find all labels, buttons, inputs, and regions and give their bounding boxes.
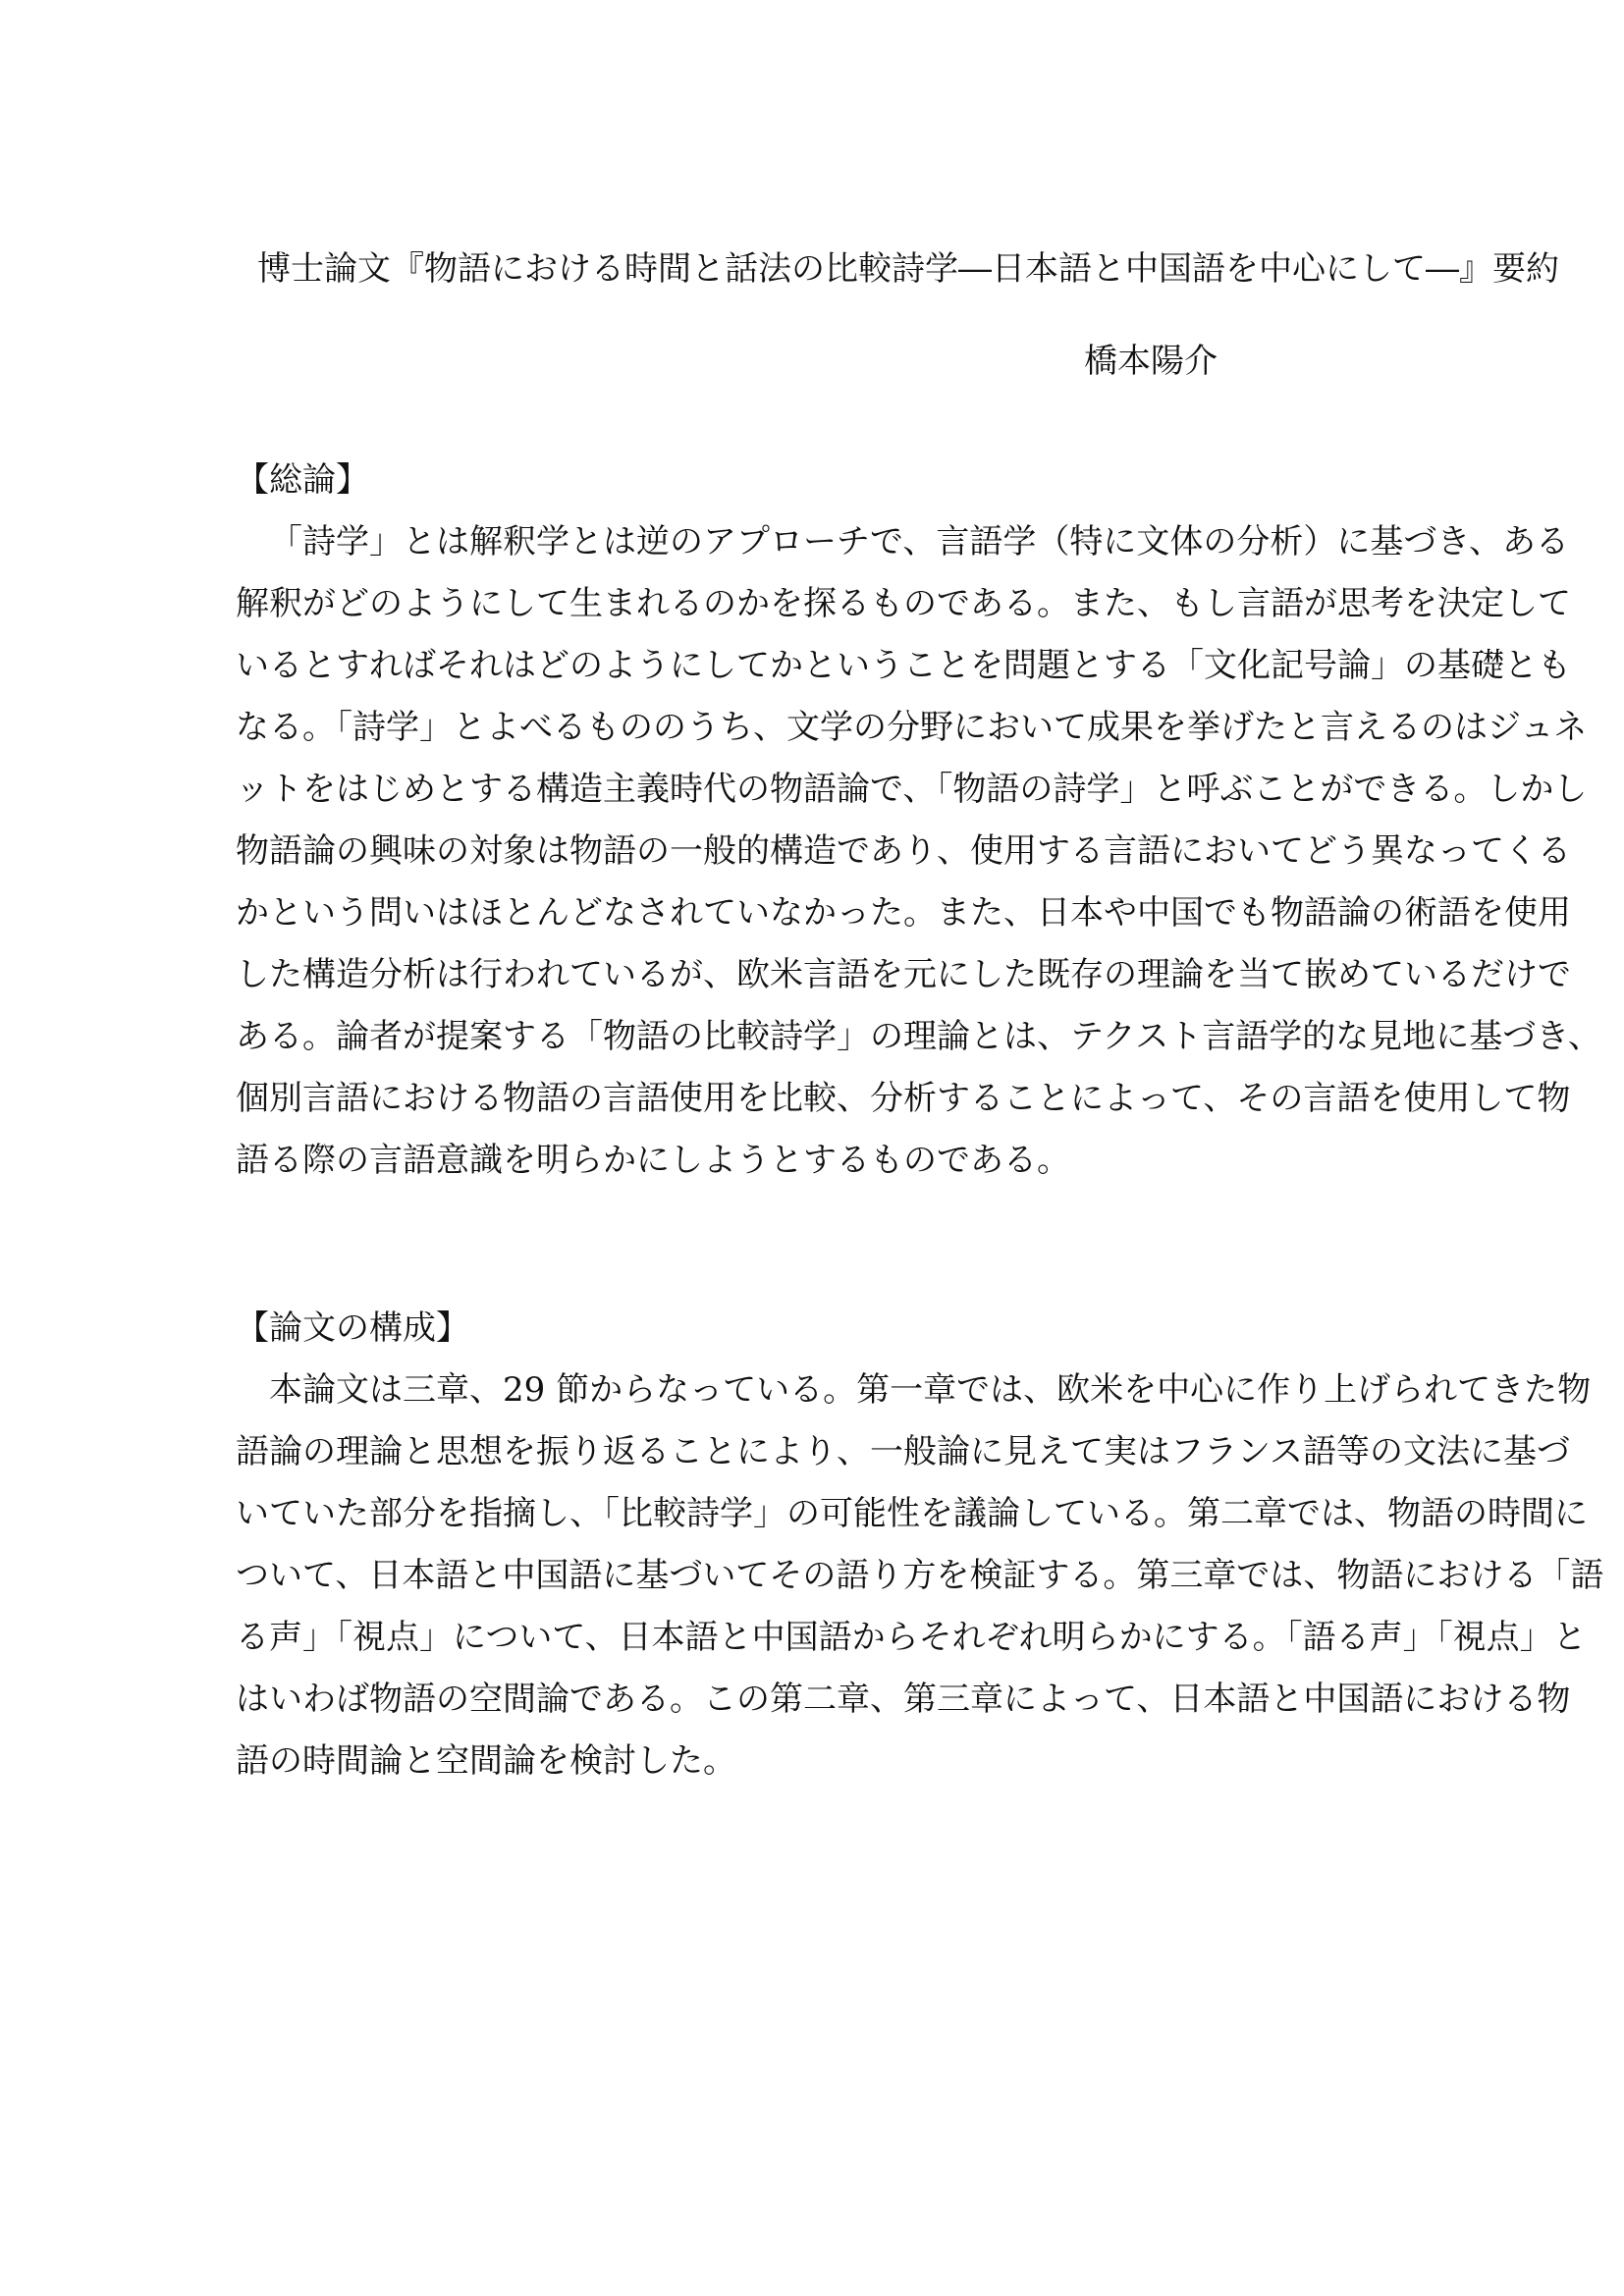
paragraph-line: いていた部分を指摘し、「比較詩学」の可能性を議論している。第二章では、物語の時間に <box>236 1494 1588 1533</box>
paragraph-line: ある。論者が提案する「物語の比較詩学」の理論とは、テクスト言語学的な見地に基づき、 <box>236 1017 1601 1056</box>
section-paragraph-overview <box>236 511 1601 1192</box>
paragraph-line: 語論の理論と思想を振り返ることにより、一般論に見えて実はフランス語等の文法に基づ <box>236 1432 1570 1471</box>
paragraph-line: かという問いはほとんどなされていなかった。また、日本や中国でも物語論の術語を使用 <box>236 893 1571 933</box>
document-title: 博士論文『物語における時間と話法の比較詩学―日本語と中国語を中心にして―』要約 <box>257 249 1559 289</box>
paragraph-line: 個別言語における物語の言語使用を比較、分析することによって、その言語を使用して物 <box>236 1079 1571 1118</box>
section-heading-structure: 【論文の構成】 <box>236 1308 469 1348</box>
section-heading-overview: 【総論】 <box>236 460 369 500</box>
paragraph-line: 本論文は三章、29 節からなっている。第一章では、欧米を中心に作り上げられてきた物 <box>269 1370 1592 1410</box>
section-paragraph-structure <box>236 1360 1604 1792</box>
paragraph-line: ついて、日本語と中国語に基づいてその語り方を検証する。第三章では、物語における「語 <box>236 1556 1604 1595</box>
paragraph-line: 語の時間論と空間論を検討した。 <box>236 1741 736 1781</box>
author-name: 橋本陽介 <box>1084 342 1218 381</box>
paragraph-line: ットをはじめとする構造主義時代の物語論で、「物語の詩学」と呼ぶことができる。しかし <box>236 770 1588 809</box>
paragraph-line: 解釈がどのようにして生まれるのかを探るものである。また、もし言語が思考を決定して <box>236 584 1571 623</box>
paragraph-line: る声」「視点」について、日本語と中国語からそれぞれ明らかにする。「語る声」「視点」と <box>236 1618 1587 1657</box>
paragraph-line: 「詩学」とは解釈学とは逆のアプローチで、言語学（特に文体の分析）に基づき、ある <box>269 522 1569 561</box>
paragraph-line: した構造分析は行われているが、欧米言語を元にした既存の理論を当て嵌めているだけで <box>236 955 1571 994</box>
paragraph-line: なる。「詩学」とよべるもののうち、文学の分野において成果を挙げたと言えるのはジュネ <box>236 708 1588 747</box>
paragraph-line: 語る際の言語意識を明らかにしようとするものである。 <box>236 1141 1070 1180</box>
paragraph-line: いるとすればそれはどのようにしてかということを問題とする「文化記号論」の基礎とも <box>236 646 1571 685</box>
paragraph-line: 物語論の興味の対象は物語の一般的構造であり、使用する言語においてどう異なってくる <box>236 831 1571 871</box>
paragraph-line: はいわば物語の空間論である。この第二章、第三章によって、日本語と中国語における物 <box>236 1680 1571 1719</box>
